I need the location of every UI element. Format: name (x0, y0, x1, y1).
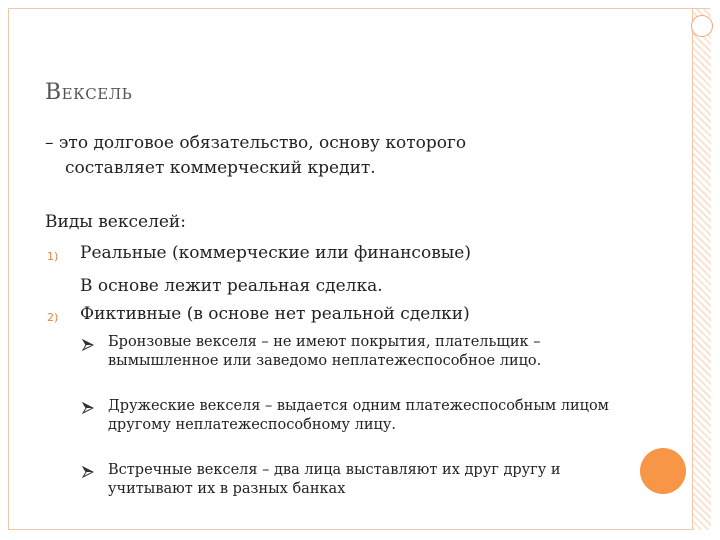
arrow-bullet-icon (82, 339, 94, 351)
list-item-1-note: В основе лежит реальная сделка. (80, 276, 383, 296)
decorative-orange-circle (640, 448, 686, 494)
definition (45, 131, 605, 181)
list-item-1: Реальные (коммерческие или финансовые) (80, 243, 471, 263)
bullet-item-friendly: Дружеские векселя – выдается одним платежеспособным лицом другому неплатежеспособному лицу. (108, 398, 609, 433)
list-number-1: 1) (47, 250, 59, 263)
decorative-circle-top (691, 15, 713, 37)
definition-line-1: – это долговое обязательство, основу которого (45, 133, 467, 153)
slide-title: Вексель (45, 80, 133, 105)
bullet-item-counter: Встречные векселя – два лица выставляют их друг другу и учитывают их в разных банках (108, 462, 561, 497)
arrow-bullet-icon (82, 402, 94, 414)
types-heading: Виды векселей: (45, 212, 186, 232)
arrow-bullet-icon (82, 466, 94, 478)
bullet-item-bronze: Бронзовые векселя – не имеют покрытия, плательщик – вымышленное или заведомо неплатежеспособное лицо. (108, 334, 542, 369)
list-number-2: 2) (47, 311, 59, 324)
decorative-side-band (692, 9, 711, 530)
definition-line-2: составляет коммерческий кредит. (65, 158, 376, 178)
list-item-2: Фиктивные (в основе нет реальной сделки) (80, 304, 470, 324)
